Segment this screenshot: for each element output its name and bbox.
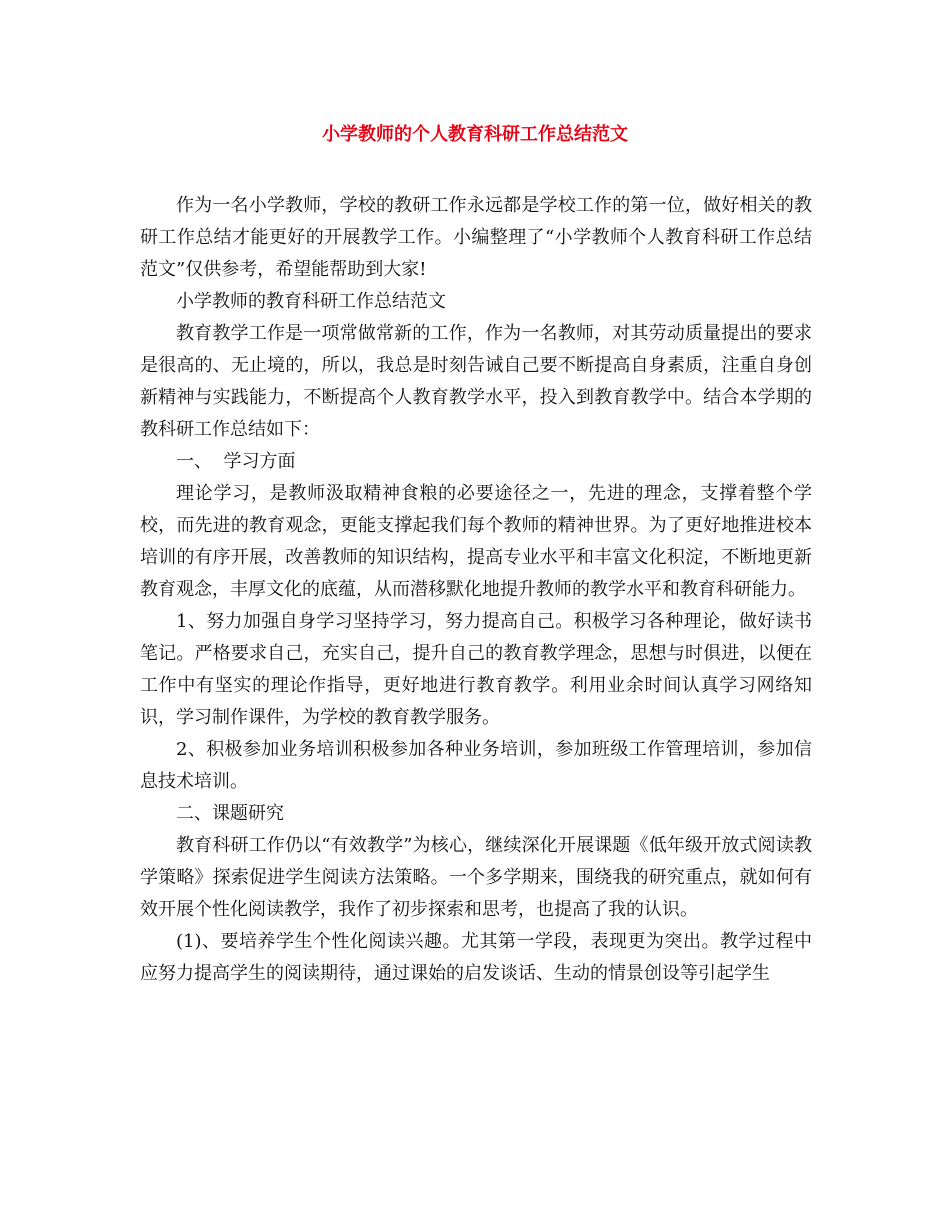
paragraph-research: 教育科研工作仍以“有效教学”为核心，继续深化开展课题《低年级开放式阅读教学策略》探索促进学生阅读方法策略。一个多学期来，围绕我的研究重点，就如何有效开展个性化阅读教学，我作了初步探索和思考，也提高了我的认识。 [140,835,812,920]
paragraph-item-2: 2、积极参加业务培训积极参加各种业务培训，参加班级工作管理培训，参加信息技术培训。 [140,739,812,792]
heading-section-1: 一、 学习方面 [176,451,296,472]
paragraph-subitem-1: (1)、要培养学生个性化阅读兴趣。尤其第一学段，表现更为突出。教学过程中应努力提高学生的阅读期待，通过课始的启发谈话、生动的情景创设等引起学生 [140,931,812,984]
paragraph-intro: 作为一名小学教师，学校的教研工作永远都是学校工作的第一位，做好相关的教研工作总结才能更好的开展教学工作。小编整理了“小学教师个人教育科研工作总结范文”仅供参考，希望能帮助到大家! [140,195,812,280]
heading-subtitle: 小学教师的教育科研工作总结范文 [176,291,446,312]
heading-section-2: 二、课题研究 [176,803,284,824]
paragraph-overview: 教育教学工作是一项常做常新的工作，作为一名教师，对其劳动质量提出的要求是很高的、无止境的，所以，我总是时刻告诫自己要不断提高自身素质，注重自身创新精神与实践能力，不断提高个人教育教学水平，投入到教育教学中。结合本学期的教科研工作总结如下： [140,323,812,440]
paragraph-item-1: 1、努力加强自身学习坚持学习，努力提高自己。积极学习各种理论，做好读书笔记。严格要求自己，充实自己，提升自己的教育教学理念，思想与时俱进，以便在工作中有坚实的理论作指导，更好地进行教育教学。利用业余时间认真学习网络知识，学习制作课件，为学校的教育教学服务。 [140,611,812,728]
paragraph-theory-study: 理论学习，是教师汲取精神食粮的必要途径之一，先进的理念，支撑着整个学校，而先进的教育观念，更能支撑起我们每个教师的精神世界。为了更好地推进校本培训的有序开展，改善教师的知识结构，提高专业水平和丰富文化积淀，不断地更新教育观念，丰厚文化的底蕴，从而潜移默化地提升教师的教学水平和教育科研能力。 [140,483,812,600]
document-body [140,190,812,990]
document-title: 小学教师的个人教育科研工作总结范文 [322,124,628,145]
